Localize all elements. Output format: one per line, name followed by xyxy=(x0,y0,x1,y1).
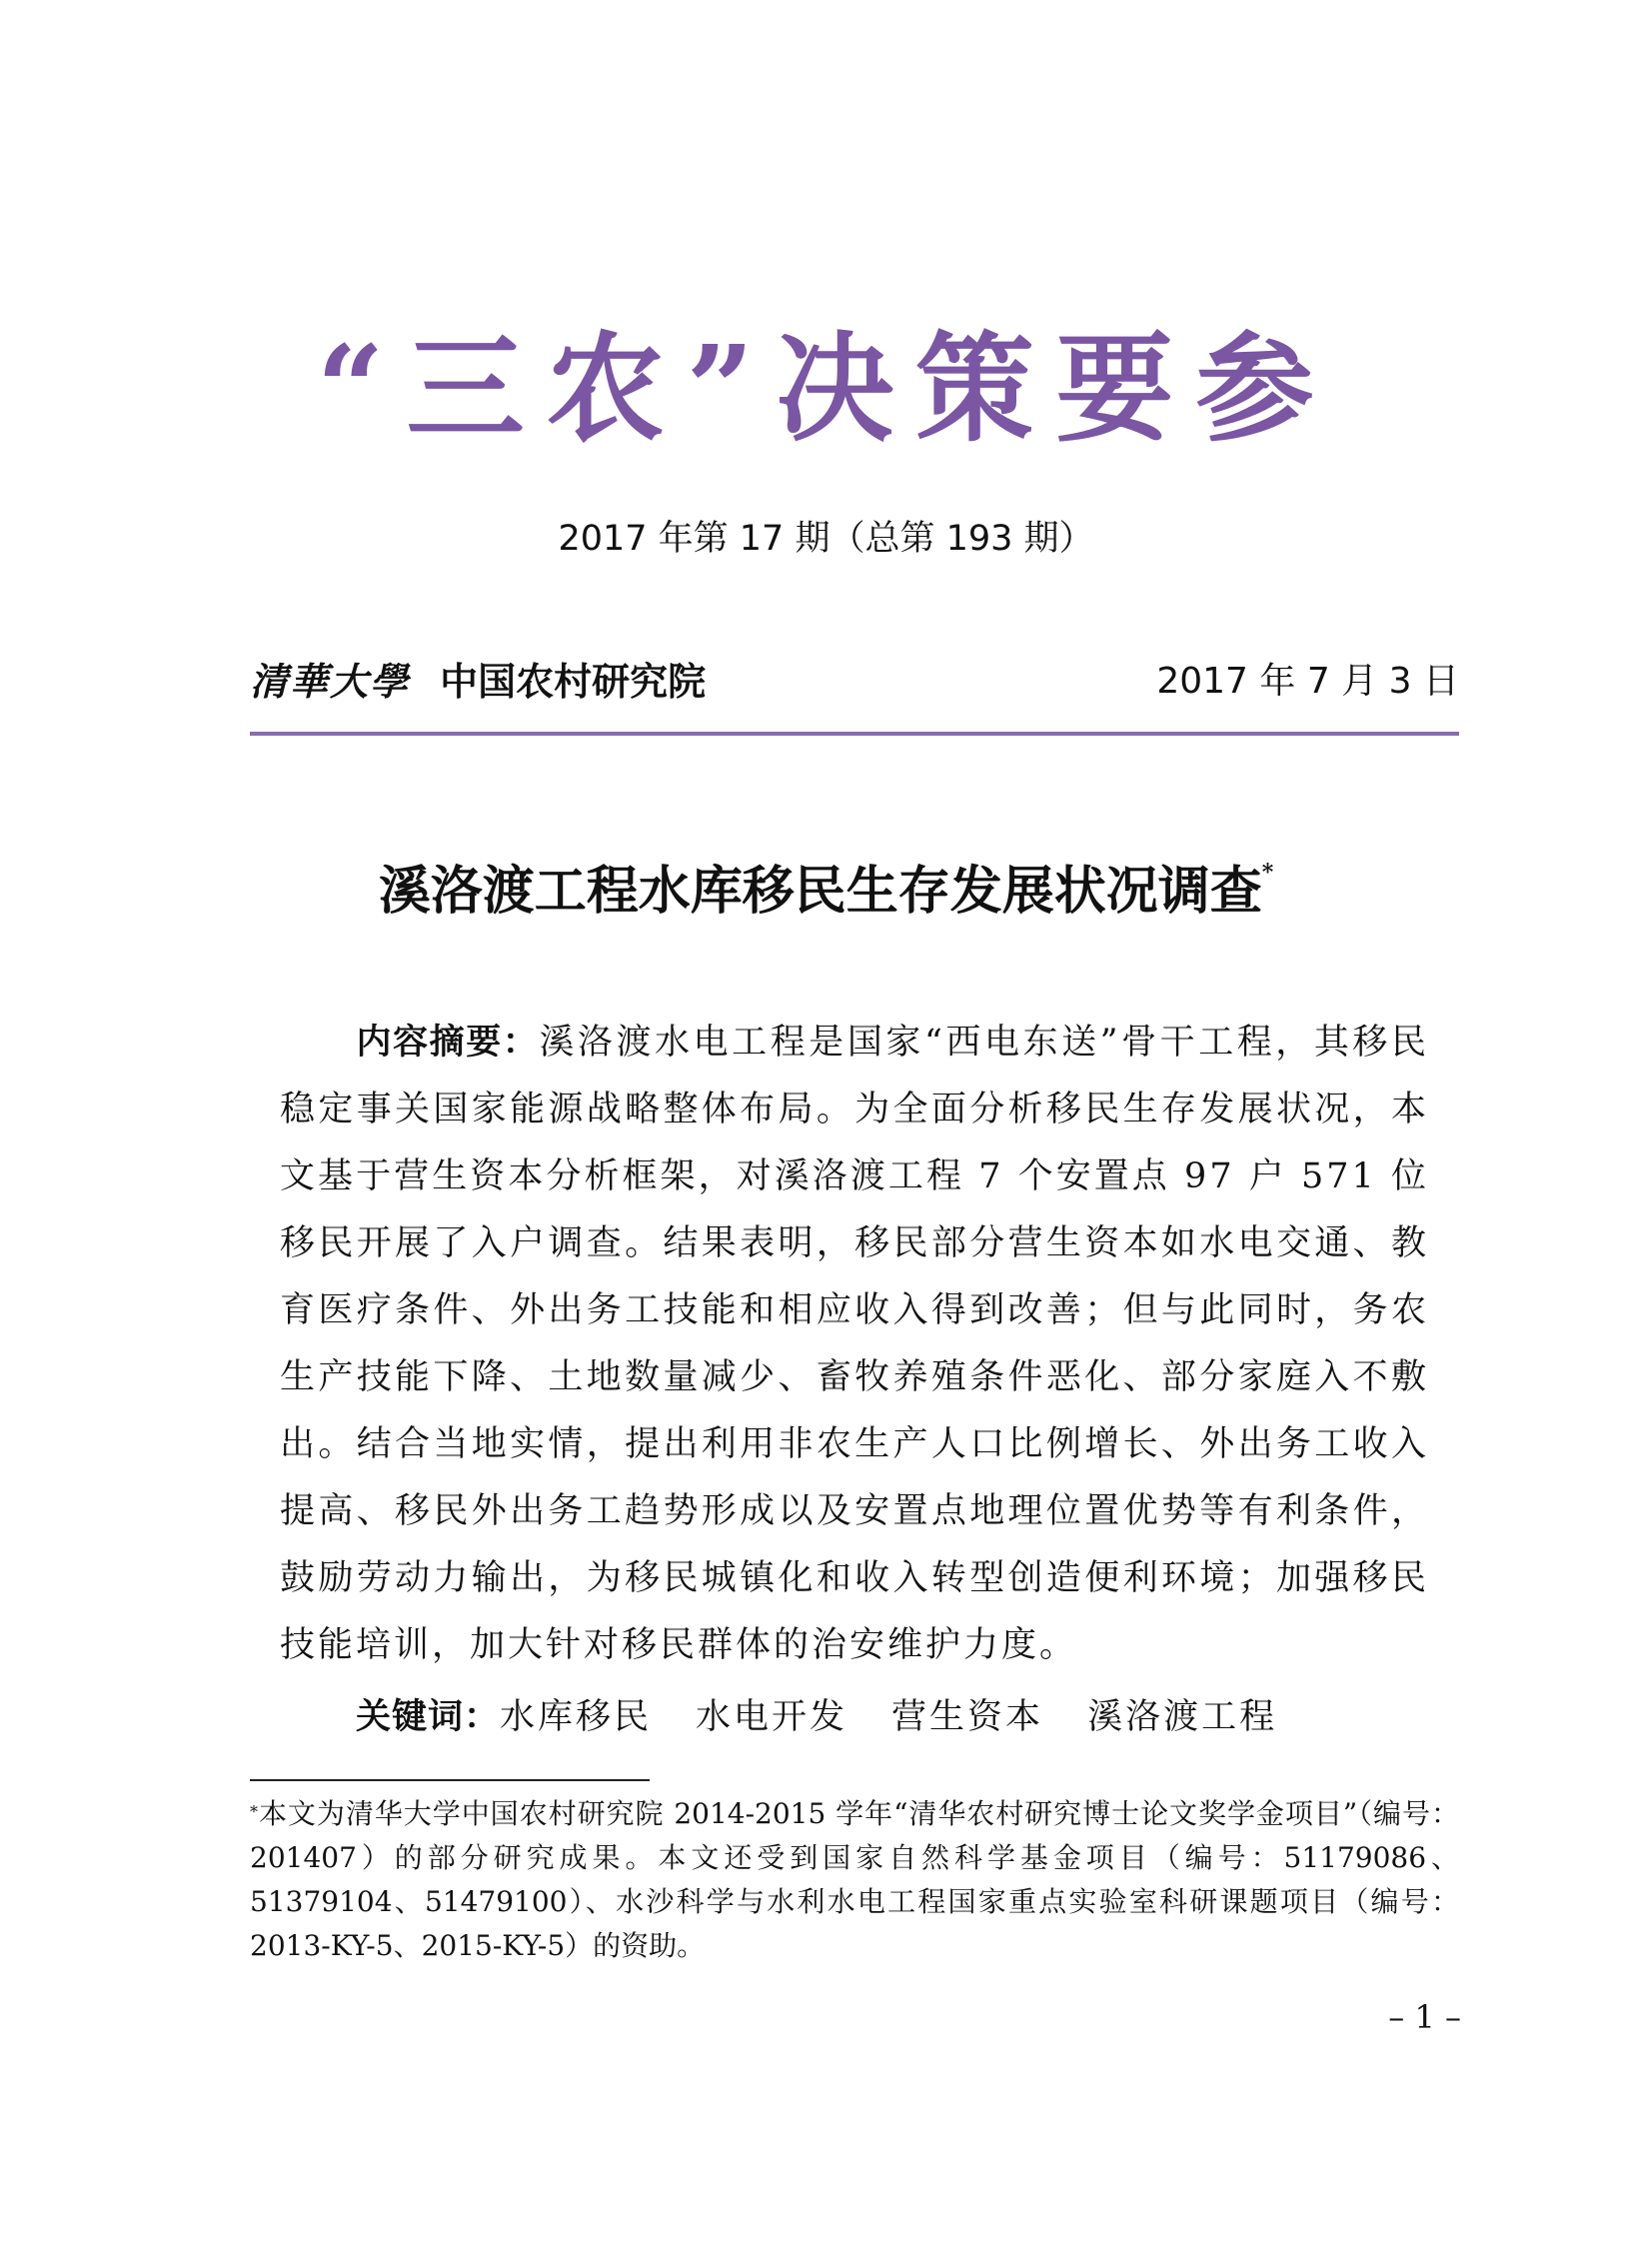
header-row xyxy=(250,658,1459,706)
keyword: 水电开发 xyxy=(696,1697,848,1737)
abstract xyxy=(280,1010,1429,1679)
footnote-mark: * xyxy=(250,1802,258,1821)
newsletter-masthead: “三农”决策要参 xyxy=(316,319,1336,458)
organization xyxy=(250,658,706,706)
header-divider xyxy=(250,732,1459,736)
organization-name: 中国农村研究院 xyxy=(440,659,707,704)
keyword: 营生资本 xyxy=(891,1697,1044,1737)
issue-number: 2017 年第 17 期（总第 193 期） xyxy=(558,519,1094,559)
keywords-label: 关键词： xyxy=(356,1697,501,1737)
article-title-text: 溪洛渡工程水库移民生存发展状况调查 xyxy=(378,861,1262,922)
footnote-divider xyxy=(250,1779,650,1781)
page-number: – 1 – xyxy=(1388,1998,1461,2036)
keyword: 溪洛渡工程 xyxy=(1087,1697,1278,1737)
footnote-text: 本文为清华大学中国农村研究院 2014-2015 学年“清华农村研究博士论文奖学金项目”（编号：201407）的部分研究成果。本文还受到国家自然科学基金项目（编号：51179086、51379104、51479100）、水沙科学与水利水电工程国家重点实验室科研课题项目（编号：2013-KY-5、2015-KY-5）的资助。 xyxy=(250,1797,1459,1962)
university-logo: 清華大學 xyxy=(250,659,411,704)
footnote xyxy=(250,1792,1459,1968)
abstract-label: 内容摘要： xyxy=(356,1023,540,1063)
publication-date: 2017 年 7 月 3 日 xyxy=(1156,661,1459,702)
footnote-marker: * xyxy=(1261,860,1274,886)
article-title xyxy=(0,860,1652,922)
keyword: 水库移民 xyxy=(500,1697,653,1737)
abstract-text: 溪洛渡水电工程是国家“西电东送”骨干工程，其移民稳定事关国家能源战略整体布局。为全面分析移民生存发展状况，本文基于营生资本分析框架，对溪洛渡工程 7 个安置点 97 户 571 位移民开展了入户调查。结果表明，移民部分营生资本如水电交通、教育医疗条件、外出务工技能和相应收入得到改善；但与此同时，务农生产技能下降、土地数量减少、畜牧养殖条件恶化、部分家庭入不敷出。结合当地实情，提出利用非农生产人口比例增长、外出务工收入提高、移民外出务工趋势形成以及安置点地理位置优势等有利条件，鼓励劳动力输出，为移民城镇化和收入转型创造便利环境；加强移民技能培训，加大针对移民群体的治安维护力度。 xyxy=(280,1023,1429,1665)
keywords xyxy=(280,1684,1429,1751)
